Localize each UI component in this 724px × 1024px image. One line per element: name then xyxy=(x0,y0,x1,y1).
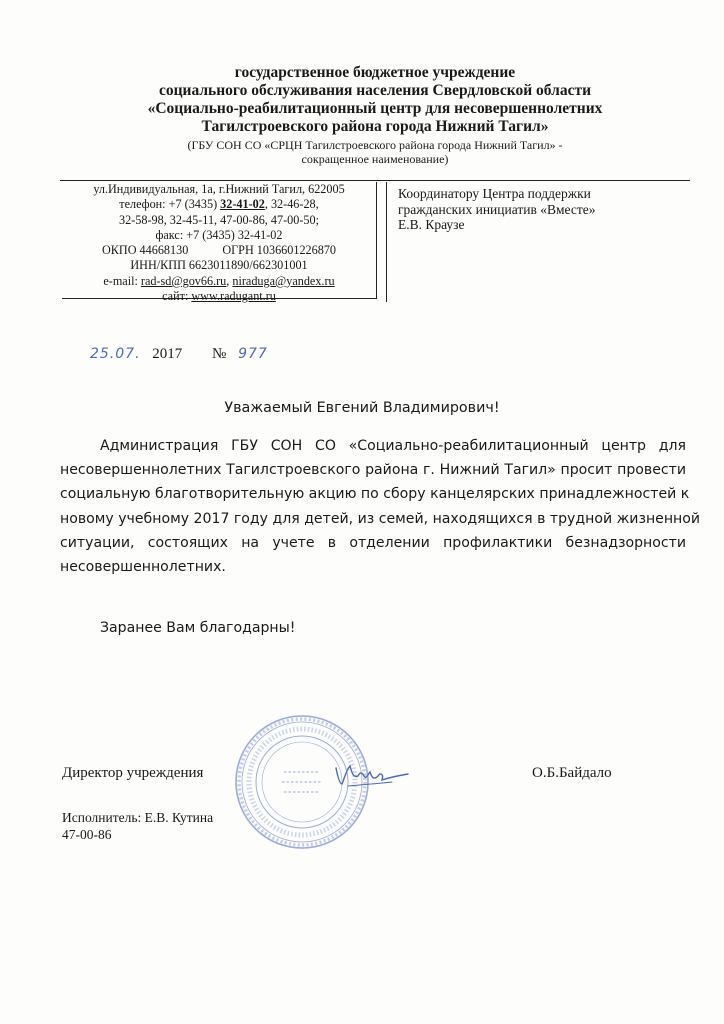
contact-phones xyxy=(62,197,376,212)
recipient-divider xyxy=(386,182,387,302)
email-prefix: e-mail: xyxy=(103,273,141,288)
org-name-line-4: Тагилстроевского района города Нижний Тагил» xyxy=(201,118,549,135)
contact-inn: ИНН/КПП 6623011890/662301001 xyxy=(130,258,308,273)
contact-email xyxy=(62,274,376,289)
contact-registry xyxy=(62,243,376,258)
contact-ogrn: ОГРН 1036601226870 xyxy=(222,243,337,258)
recipient-line-1: Координатору Центра поддержки xyxy=(398,186,591,201)
email-separator: , xyxy=(226,273,233,288)
director-name: О.Б.Байдало xyxy=(532,765,612,781)
handwritten-number: 977 xyxy=(238,346,268,362)
number-sign: № xyxy=(212,346,227,362)
contact-phones-2: 32-58-98, 32-45-11, 47-00-86, 47-00-50; xyxy=(119,212,319,227)
recipient-block xyxy=(398,186,596,233)
body-line-5: ситуации, состоящих на учете в отделении профилактики безнадзорности xyxy=(60,534,686,551)
short-name-line-2: сокращенное наименование) xyxy=(301,152,449,166)
contact-fax: факс: +7 (3435) 32-41-02 xyxy=(155,227,283,242)
recipient-line-3: Е.В. Краузе xyxy=(398,217,465,232)
contact-okpo: ОКПО 44668130 xyxy=(101,243,189,258)
executor-name: Исполнитель: Е.В. Кутина xyxy=(62,810,214,825)
body-line-1: Администрация ГБУ СОН СО «Социально-реабилитационный центр для xyxy=(100,438,686,454)
handwritten-signature-icon xyxy=(332,758,412,792)
body-line-4: новому учебному 2017 году для детей, из семей, находящихся в трудной жизненной xyxy=(60,510,701,527)
org-name-line-3: «Социально-реабилитационный центр для несовершеннолетних xyxy=(147,100,603,117)
email-link-1[interactable]: rad-sd@gov66.ru xyxy=(140,273,227,288)
contact-address: ул.Индивидуальная, 1а, г.Нижний Тагил, 622005 xyxy=(93,182,345,196)
handwritten-date: 25.07. xyxy=(90,346,141,362)
executor-phone: 47-00-86 xyxy=(62,826,112,842)
letter-greeting: Уважаемый Евгений Владимирович! xyxy=(224,400,500,416)
contact-block xyxy=(62,182,377,304)
org-name-line-2: социального обслуживания населения Свердловской области xyxy=(158,82,592,99)
director-title: Директор учреждения xyxy=(62,765,204,781)
header-divider xyxy=(60,180,690,181)
executor-block xyxy=(62,810,213,843)
site-link[interactable]: www.radugant.ru xyxy=(191,289,276,304)
org-name-line-1: государственное бюджетное учреждение xyxy=(234,64,516,81)
contact-site xyxy=(62,289,376,304)
letter-body xyxy=(60,434,701,579)
phone-prefix: телефон: +7 (3435) xyxy=(119,197,221,212)
letter-thanks: Заранее Вам благодарны! xyxy=(100,620,296,636)
date-number-line xyxy=(90,346,268,363)
site-prefix: сайт: xyxy=(162,289,192,304)
recipient-line-2: гражданских инициатив «Вместе» xyxy=(398,201,596,217)
email-link-2[interactable]: niraduga@yandex.ru xyxy=(232,273,335,288)
phone-rest: , 32-46-28, xyxy=(264,197,319,212)
body-line-6: несовершеннолетних. xyxy=(60,559,226,576)
short-name-line-1: (ГБУ СОН СО «СРЦН Тагилстроевского района города Нижний Тагил» - xyxy=(187,138,563,152)
organization-header xyxy=(60,64,690,166)
phone-main: 32-41-02 xyxy=(220,197,265,212)
letter-year: 2017 xyxy=(152,346,183,362)
body-line-2: несовершеннолетних Тагилстроевского района г. Нижний Тагил» просит провести xyxy=(60,462,686,479)
body-line-3: социальную благотворительную акцию по сбору канцелярских принадлежностей к xyxy=(60,486,690,503)
